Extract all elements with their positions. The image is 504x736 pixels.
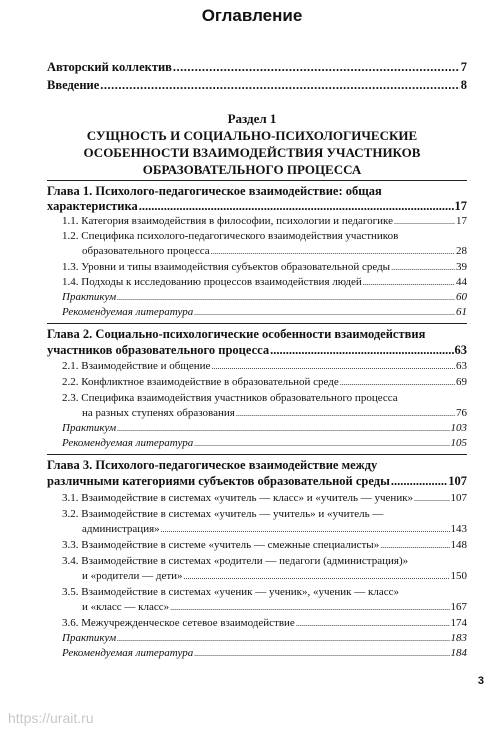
chapter-1-title-line1[interactable]: Глава 1. Психолого-педагогическое взаимодействие: общая	[47, 184, 382, 198]
chapter-page: 63	[454, 343, 467, 357]
subentry-page: 60	[456, 291, 467, 303]
section-label: Раздел 1	[227, 111, 277, 126]
toc-subentry[interactable]	[62, 261, 467, 273]
chapter-title-line2: участников образовательного процесса	[47, 343, 270, 357]
chapter-page: 107	[448, 474, 467, 488]
subentry-page: 143	[450, 523, 467, 535]
dot-leader	[380, 541, 449, 550]
subentry-page: 69	[456, 376, 467, 388]
subentry-page: 61	[456, 306, 467, 318]
subentry-label: Рекомендуемая литература	[62, 647, 194, 659]
subentry-label: 1.3. Уровни и типы взаимодействия субъектов образовательной среды	[62, 261, 391, 273]
chapter-2-title-line1[interactable]: Глава 2. Социально-психологические особенности взаимодействия	[47, 327, 426, 341]
toc-subentry[interactable]	[62, 617, 467, 629]
toc-literature[interactable]	[62, 437, 467, 449]
subentry-label: 1.4. Подходы к исследованию процессов взаимодействия людей	[62, 276, 362, 288]
toc-subentry[interactable]	[82, 407, 467, 419]
subentry-label: на разных ступенях образования	[82, 407, 235, 419]
dot-leader	[391, 474, 447, 489]
subentry-page: 174	[450, 617, 467, 629]
toc-entry-label: Авторский коллектив	[47, 60, 172, 74]
dot-leader	[194, 308, 455, 317]
toc-subentry-line1[interactable]: 2.3. Специфика взаимодействия участников образовательного процесса	[62, 392, 398, 404]
dot-leader	[363, 278, 455, 287]
subentry-page: 148	[450, 539, 467, 551]
subentry-page: 17	[456, 215, 467, 227]
subentry-page: 183	[450, 632, 467, 644]
toc-subentry[interactable]	[62, 376, 467, 388]
subentry-page: 28	[456, 245, 467, 257]
subentry-label: образовательного процесса	[82, 245, 210, 257]
toc-subentry[interactable]	[82, 570, 467, 582]
divider	[47, 454, 467, 455]
dot-leader	[211, 247, 455, 256]
dot-leader	[117, 634, 449, 643]
dot-leader	[211, 362, 455, 371]
dot-leader	[173, 60, 460, 75]
subentry-label: Рекомендуемая литература	[62, 437, 194, 449]
subentry-page: 44	[456, 276, 467, 288]
subentry-label: и «родители — дети»	[82, 570, 183, 582]
subentry-label: 2.2. Конфликтное взаимодействие в образовательной среде	[62, 376, 339, 388]
page-number: 3	[477, 675, 484, 687]
toc-practicum[interactable]	[62, 422, 467, 434]
toc-practicum[interactable]	[62, 632, 467, 644]
dot-leader	[139, 199, 454, 214]
toc-subentry-line1[interactable]: 3.2. Взаимодействие в системах «учитель — учитель» и «учитель —	[62, 508, 384, 520]
toc-subentry[interactable]	[62, 492, 467, 504]
subentry-label: Практикум	[62, 632, 117, 644]
section-title: СУЩНОСТЬ И СОЦИАЛЬНО-ПСИХОЛОГИЧЕСКИЕ ОСОБЕННОСТИ ВЗАИМОДЕЙСТВИЯ УЧАСТНИКОВ ОБРАЗОВАТЕЛЬНОГО ПРОЦЕССА	[83, 128, 421, 177]
subentry-label: 3.6. Межучрежденческое сетевое взаимодействие	[62, 617, 295, 629]
toc-subentry[interactable]	[82, 245, 467, 257]
dot-leader	[100, 78, 459, 93]
subentry-label: Рекомендуемая литература	[62, 306, 194, 318]
subentry-page: 167	[450, 601, 467, 613]
watermark: https://urait.ru	[8, 710, 94, 726]
dot-leader	[194, 649, 449, 658]
subentry-page: 184	[450, 647, 467, 659]
toc-entry-page: 7	[460, 60, 467, 74]
toc-entry-intro[interactable]	[47, 78, 467, 93]
subentry-page: 39	[456, 261, 467, 273]
chapter-3-title-line1[interactable]: Глава 3. Психолого-педагогическое взаимодействие между	[47, 458, 378, 472]
toc-subentry-line1[interactable]: 3.5. Взаимодействие в системах «ученик — ученик», «ученик — класс»	[62, 586, 399, 598]
chapter-page: 17	[454, 199, 467, 213]
dot-leader	[270, 343, 453, 358]
toc-entry-page: 8	[460, 78, 467, 92]
dot-leader	[340, 378, 455, 387]
dot-leader	[394, 217, 455, 226]
page-title: Оглавление	[201, 6, 303, 25]
dot-leader	[236, 409, 455, 418]
subentry-label: Практикум	[62, 291, 117, 303]
toc-literature[interactable]	[62, 306, 467, 318]
subentry-page: 103	[450, 422, 467, 434]
toc-subentry-line1[interactable]: 1.2. Специфика психолого-педагогического взаимодействия участников	[62, 230, 399, 242]
subentry-page: 150	[450, 570, 467, 582]
divider	[47, 180, 467, 181]
dot-leader	[117, 424, 449, 433]
toc-subentry[interactable]	[62, 539, 467, 551]
subentry-label: 3.1. Взаимодействие в системах «учитель — класс» и «учитель — ученик»	[62, 492, 414, 504]
toc-subentry-line1[interactable]: 3.4. Взаимодействие в системах «родители — педагоги (администрация)»	[62, 555, 409, 567]
toc-subentry[interactable]	[62, 215, 467, 227]
subentry-page: 76	[456, 407, 467, 419]
chapter-1-entry[interactable]	[47, 199, 467, 214]
subentry-label: администрация»	[82, 523, 160, 535]
toc-subentry[interactable]	[82, 601, 467, 613]
dot-leader	[194, 439, 449, 448]
dot-leader	[117, 293, 455, 302]
subentry-label: и «класс — класс»	[82, 601, 170, 613]
chapter-title-line2: различными категориями субъектов образовательной среды	[47, 474, 390, 488]
toc-entry-authors[interactable]	[47, 60, 467, 75]
dot-leader	[184, 572, 450, 581]
subentry-page: 105	[450, 437, 467, 449]
dot-leader	[391, 263, 455, 272]
subentry-label: Практикум	[62, 422, 117, 434]
dot-leader	[161, 525, 450, 534]
toc-practicum[interactable]	[62, 291, 467, 303]
subentry-label: 2.1. Взаимодействие и общение	[62, 360, 211, 372]
toc-subentry[interactable]	[82, 523, 467, 535]
chapter-2-entry[interactable]	[47, 343, 467, 358]
dot-leader	[170, 603, 449, 612]
subentry-page: 107	[450, 492, 467, 504]
chapter-3-entry[interactable]	[47, 474, 467, 489]
subentry-label: 3.3. Взаимодействие в системе «учитель — смежные специалисты»	[62, 539, 380, 551]
divider	[47, 323, 467, 324]
subentry-page: 63	[456, 360, 467, 372]
toc-literature[interactable]	[62, 647, 467, 659]
chapter-title-line2: характеристика	[47, 199, 138, 213]
dot-leader	[296, 619, 450, 628]
dot-leader	[414, 494, 449, 503]
toc-entry-label: Введение	[47, 78, 100, 92]
subentry-label: 1.1. Категория взаимодействия в философии, психологии и педагогике	[62, 215, 394, 227]
toc-subentry[interactable]	[62, 360, 467, 372]
toc-subentry[interactable]	[62, 276, 467, 288]
